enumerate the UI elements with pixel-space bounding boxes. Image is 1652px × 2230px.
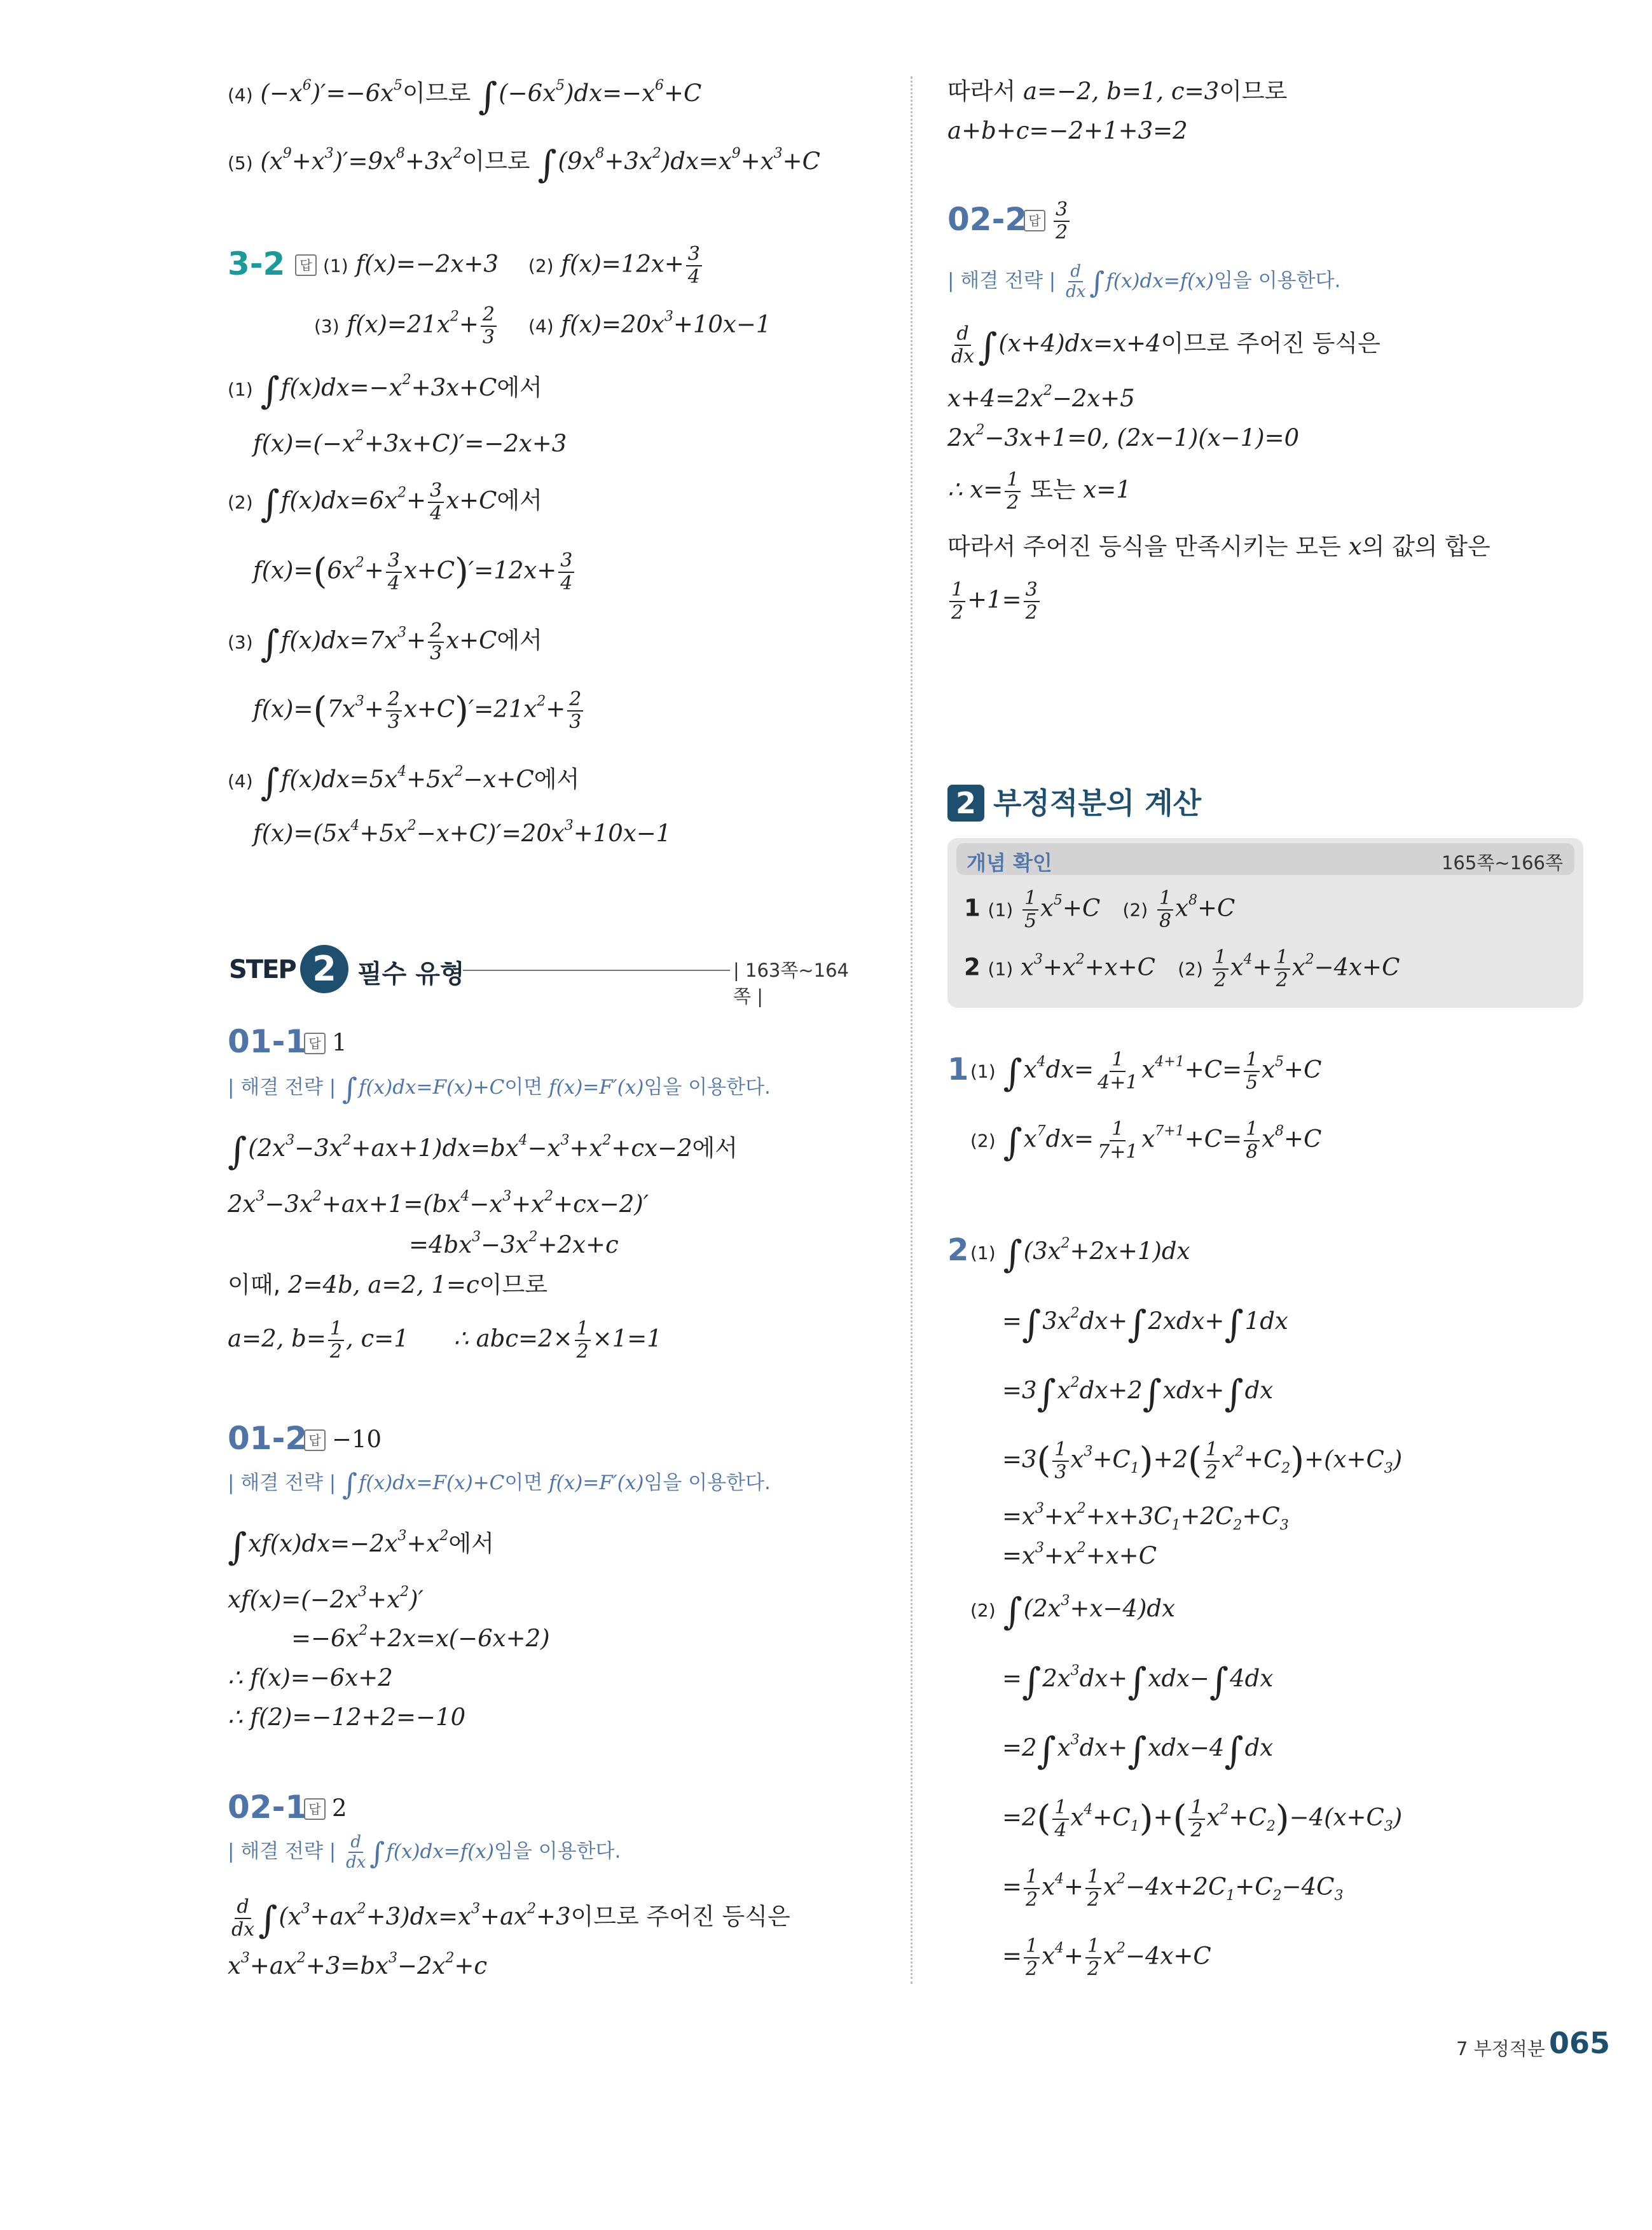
concept-answer-row: 2 (1) $x^3+x^2+x+C$ (2) $\frac{1}{2}$ $x^4+$ $\frac{1}{2}$ $x^2-4x+C$	[964, 946, 1400, 991]
solution-line: (2) $\int f(x)dx=6x^2+$ $\frac{3}{4}$ x+C에서	[228, 479, 542, 525]
concept-check-pages: 165쪽~166쪽	[1441, 852, 1563, 874]
solution-line: $=3\int x^2dx+2\int xdx+\int dx$	[1002, 1372, 1274, 1415]
solution-line: $\frac{d}{dx}$ $\int(x^3+ax^2+3)dx=x^3+ax^2+3$이므로 주어진 등식은	[231, 1896, 790, 1941]
solution-line: $=4bx^3-3x^2+2x+c$	[409, 1229, 619, 1258]
solution-line: 따라서 a=−2, b=1, c=3이므로	[947, 78, 1288, 105]
problem-label: 01-1	[228, 1023, 308, 1060]
solution-line: $=x^3+x^2+x+3C_1+2C_2+C_3$	[1002, 1501, 1289, 1534]
solution-line: $2x^3-3x^2+ax+1=(bx^4-x^3+x^2+cx-2)'$	[228, 1188, 649, 1218]
concept-check-header	[956, 843, 1574, 875]
solution-line: $=\int 3x^2dx+\int 2xdx+\int 1dx$	[1002, 1302, 1288, 1346]
strategy-line: | 해결 전략 | $\frac{d}{dx}$ ∫f(x)dx=f(x)임을 이용한다.	[947, 262, 1341, 301]
solution-line: (1) $\int x^4dx=$ $\frac{1}{4+1}$ $x^{4+1}+C=$ $\frac{1}{5}$ $x^5+C$	[970, 1049, 1322, 1094]
question-number: 2	[947, 1232, 969, 1268]
solution-line: $\int(2x^3-3x^2+ax+1)dx=bx^4-x^3+x^2+cx-2$에서	[228, 1129, 738, 1173]
section-title: 부정적분의 계산	[993, 786, 1202, 820]
solution-line: =3( $\frac{1}{3}$ $x^3+C_1)+2$( $\frac{1}{2}$ $x^2+C_2)+(x+C_3)$	[1002, 1438, 1403, 1483]
solution-line: (1) $\int f(x)dx=-x^2+3x+C$에서	[228, 369, 542, 412]
solution-line: 이때, 2=4b, a=2, 1=c이므로	[228, 1271, 547, 1298]
step-pages: | 163쪽~164쪽 |	[733, 960, 850, 1007]
solution-line: a+b+c=−2+1+3=2	[947, 117, 1188, 144]
solution-line: (1) $\int(3x^2+2x+1)dx$	[970, 1232, 1190, 1276]
solution-line: $\int xf(x)dx=-2x^3+x^2$에서	[228, 1525, 494, 1568]
solution-line: (2) $\int x^7dx=$ $\frac{1}{7+1}$ $x^{7+1}+C=$ $\frac{1}{8}$ $x^8+C$	[970, 1118, 1322, 1164]
solution-line: $2x^2-3x+1=0$, (2x−1)(x−1)=0	[947, 422, 1300, 451]
solution-line: $f(x)=(-x^2+3x+C)'=-2x+3$	[253, 428, 567, 457]
solution-line: = $\frac{1}{2}$ $x^4+$ $\frac{1}{2}$ $x^2-4x+2C_1+C_2-4C_3$	[1002, 1866, 1344, 1911]
solution-line: $\frac{d}{dx}$ ∫(x+4)dx=x+4이므로 주어진 등식은	[951, 322, 1380, 368]
solution-line: (3) $\int f(x)dx=7x^3+$ $\frac{2}{3}$ x+C에서	[228, 619, 542, 665]
problem-label: 02-1	[228, 1789, 308, 1826]
solution-line: $\frac{1}{2}$ +1= $\frac{3}{2}$	[947, 581, 1042, 623]
answer-line: 답 2	[295, 1793, 347, 1824]
step-number: 2	[300, 945, 348, 993]
answer-line: (3) $f(x)=21x^2+$ $\frac{2}{3}$ (4) $f(x)=20x^3+10x-1$	[314, 303, 771, 348]
answer-line: 답 (1) f(x)=−2x+3 (2) f(x)=12x+ $\frac{3}{4}$	[286, 245, 704, 287]
solution-line: ∴ f(2)=−12+2=−10	[228, 1703, 466, 1731]
answer-line: 답 1	[295, 1028, 347, 1058]
concept-check-label: 개념 확인	[967, 851, 1052, 875]
strategy-line: | 해결 전략 | ∫f(x)dx=F(x)+C이면 f(x)=F′(x)임을 이용한다.	[228, 1467, 771, 1501]
page-number: 065	[1549, 2026, 1611, 2060]
answer-line: 답 $\frac{3}{2}$	[1015, 200, 1071, 242]
solution-line: $=\int 2x^3dx+\int xdx-\int 4dx$	[1002, 1660, 1274, 1703]
solution-line: $f(x)=(5x^4+5x^2-x+C)'=20x^3+10x-1$	[253, 818, 671, 847]
solution-line: $=x^3+x^2+x+C$	[1002, 1540, 1157, 1569]
solution-line: = $\frac{1}{2}$ $x^4+$ $\frac{1}{2}$ $x^2-4x+C$	[1002, 1935, 1211, 1980]
solution-line: $=2\int x^3dx+\int xdx-4\int dx$	[1002, 1729, 1274, 1772]
step-title: 필수 유형	[357, 960, 465, 989]
step-word: STEP	[229, 955, 296, 984]
step-header	[228, 944, 864, 1007]
solution-line: $xf(x)=(-2x^3+x^2)'$	[228, 1584, 423, 1613]
solution-line: =2( $\frac{1}{4}$ $x^4+C_1)+$( $\frac{1}{2}$ $x^2+C_2)-4(x+C_3)$	[1002, 1796, 1403, 1841]
question-number: 1	[947, 1052, 969, 1087]
solution-line: a=2, b= $\frac{1}{2}$ , c=1 ∴ abc=2× $\frac{1}{2}$ ×1=1	[228, 1318, 662, 1363]
solution-line: (4) $\int f(x)dx=5x^4+5x^2-x+C$에서	[228, 761, 580, 804]
solution-line: (4) $(-x^6)'=-6x^5$이므로 $\int(-6x^5)dx=-x^6+C$	[228, 74, 702, 118]
section-number: 2	[947, 785, 984, 822]
solution-line: (2) $\int(2x^3+x-4)dx$	[970, 1590, 1175, 1633]
column-divider	[911, 76, 912, 1984]
strategy-line: | 해결 전략 | ∫f(x)dx=F(x)+C이면 f(x)=F′(x)임을 이용한다.	[228, 1071, 771, 1106]
answer-line: 답 −10	[295, 1424, 382, 1455]
problem-label: 3-2	[228, 245, 286, 282]
problem-label: 02-2	[947, 201, 1028, 238]
concept-check-box	[947, 838, 1583, 1008]
solution-line: ∴ x= $\frac{1}{2}$ 또는 x=1	[947, 469, 1131, 514]
solution-line: $f(x)=(7x^3+$ $\frac{2}{3}$ $x+C)'=21x^2+$ $\frac{2}{3}$	[253, 690, 585, 732]
solution-line: ∴ f(x)=−6x+2	[228, 1664, 393, 1691]
solution-line: 따라서 주어진 등식을 만족시키는 모든 x의 값의 합은	[947, 533, 1490, 560]
problem-label: 01-2	[228, 1420, 308, 1457]
concept-answer-row: 1 (1) $\frac{1}{5}$ $x^5+C$ (2) $\frac{1}{8}$ $x^8+C$	[964, 887, 1236, 932]
solution-line: $f(x)=(6x^2+$ $\frac{3}{4}$ x+C)′=12x+ $\frac{3}{4}$	[253, 551, 576, 593]
step-rule	[463, 970, 730, 971]
solution-line: $=-6x^2+2x=x(-6x+2)$	[291, 1623, 550, 1652]
solution-line: $x+4=2x^2-2x+5$	[947, 383, 1135, 412]
chapter-label: 7 부정적분	[1456, 2038, 1545, 2060]
solution-line: $x^3+ax^2+3=bx^3-2x^2+c$	[228, 1950, 488, 1979]
strategy-line: | 해결 전략 | $\frac{d}{dx}$ ∫f(x)dx=f(x)임을 이용한다.	[228, 1833, 621, 1872]
solution-line: (5) $(x^9+x^3)'=9x^8+3x^2$이므로 $\int(9x^8+3x^2)dx=x^9+x^3+C$	[228, 142, 820, 186]
